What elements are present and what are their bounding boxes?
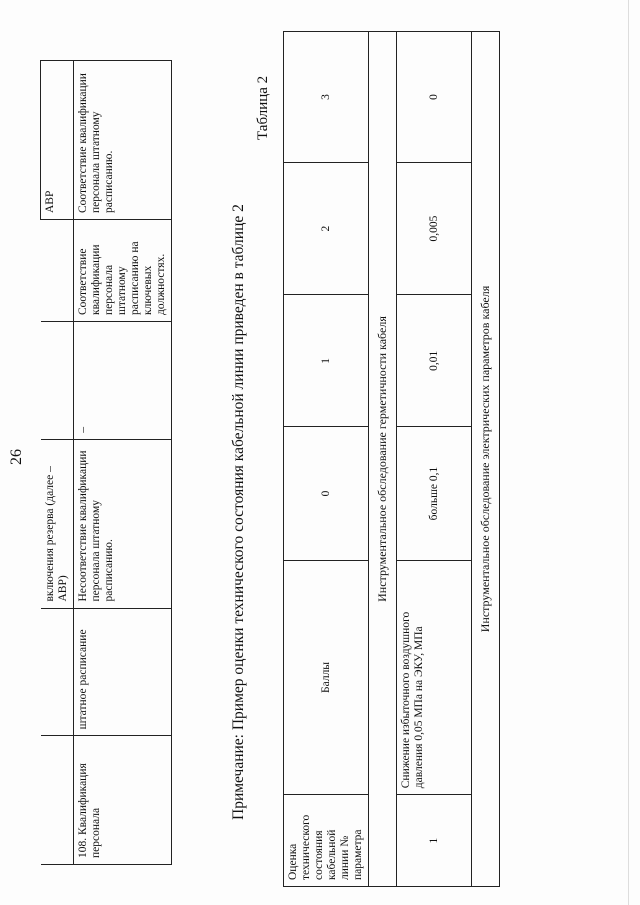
scan-edge <box>628 0 629 905</box>
cell-header-points: Баллы <box>284 560 369 795</box>
cell-row-basis: штатное расписание <box>73 608 171 736</box>
cell-header-avr: АВР <box>41 61 74 220</box>
cell-param-val-1: 0,01 <box>397 295 472 427</box>
table-row <box>472 32 500 887</box>
cell-row-label: 108. Квалификация персонала <box>73 736 171 865</box>
table-1-fragment <box>40 60 172 865</box>
cell-param-val-2: 0,005 <box>397 162 472 294</box>
table-row <box>369 32 397 887</box>
cell-param-number: 1 <box>397 795 472 887</box>
table-row <box>284 32 369 887</box>
cell-score-1: 1 <box>284 295 369 427</box>
cell-param-val-0: больше 0,1 <box>397 427 472 560</box>
cell-param-val-3: 0 <box>397 32 472 163</box>
cell-score-2: 2 <box>284 162 369 294</box>
cell-param-name: Снижение избыточного воздушного давления 0,05 МПа на ЭКУ, МПа <box>397 560 472 795</box>
table-2-label: Таблица 2 <box>255 75 271 140</box>
section-heading-hermeticity: Инструментальное обследование герметичности кабеля <box>369 32 397 887</box>
cell-header-avr-inclusion: включения резерва (далее – АВР) <box>41 439 74 608</box>
table-row <box>397 32 472 887</box>
cell-row-col4: – <box>73 322 171 440</box>
note-text: Примечание: Пример оценки технического состояния кабельной линии приведен в таблице 2 <box>230 204 247 820</box>
section-heading-electrical: Инструментальное обследование электрических параметров кабеля <box>472 32 500 887</box>
cell-row-col3: Несоответствие квалификации персонала штатному расписанию. <box>73 439 171 608</box>
cell-score-3: 3 <box>284 32 369 163</box>
cell-row-col5: Соответствие квалификации персонала штатному расписанию на ключевых должностях. <box>73 220 171 322</box>
page-number: 26 <box>8 449 25 465</box>
table-row <box>73 61 171 865</box>
cell-score-0: 0 <box>284 427 369 560</box>
table-2 <box>283 31 500 887</box>
cell-row-col6: Соответствие квалификации персонала штатному расписанию. <box>73 61 171 220</box>
cell-header-assessment: Оценка технического состояния кабельной линии № параметра <box>284 795 369 887</box>
table-row <box>41 61 74 865</box>
